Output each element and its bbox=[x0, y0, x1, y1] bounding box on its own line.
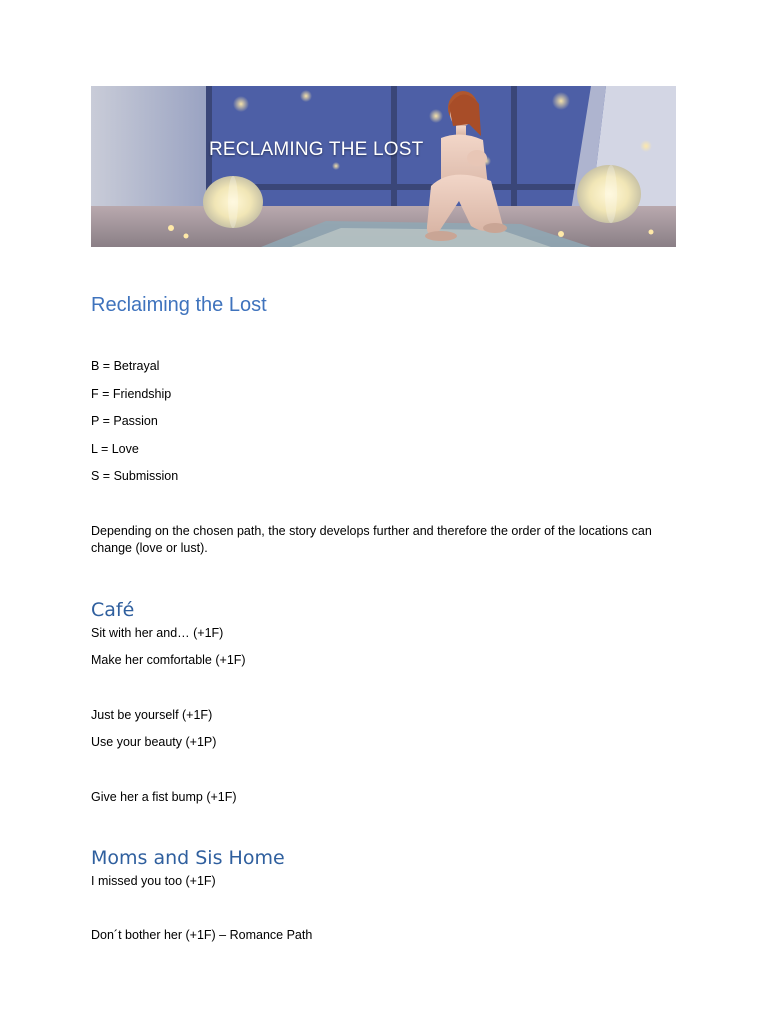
section-heading-cafe: Café bbox=[91, 599, 135, 621]
choice-line: Don´t bother her (+1F) – Romance Path bbox=[91, 928, 313, 942]
choice-line: Make her comfortable (+1F) bbox=[91, 653, 246, 667]
banner-title: RECLAMING THE LOST bbox=[209, 139, 424, 160]
choice-line: Just be yourself (+1F) bbox=[91, 708, 213, 722]
legend-item-betrayal: B = Betrayal bbox=[91, 359, 160, 373]
header-banner-image bbox=[91, 86, 676, 247]
legend-item-love: L = Love bbox=[91, 442, 139, 456]
choice-line: Use your beauty (+1P) bbox=[91, 735, 217, 749]
document-title: Reclaiming the Lost bbox=[91, 294, 267, 316]
document-page bbox=[91, 0, 677, 1024]
legend-item-submission: S = Submission bbox=[91, 469, 179, 483]
section-heading-moms-and-sis-home: Moms and Sis Home bbox=[91, 847, 285, 869]
choice-line: Give her a fist bump (+1F) bbox=[91, 790, 237, 804]
legend-item-friendship: F = Friendship bbox=[91, 387, 172, 401]
legend-item-passion: P = Passion bbox=[91, 414, 158, 428]
intro-paragraph: Depending on the chosen path, the story develops further and therefore the order of the locations can change (love or lust). bbox=[91, 524, 652, 555]
choice-line: I missed you too (+1F) bbox=[91, 874, 216, 888]
banner-illustration bbox=[91, 86, 676, 247]
choice-line: Sit with her and… (+1F) bbox=[91, 626, 224, 640]
